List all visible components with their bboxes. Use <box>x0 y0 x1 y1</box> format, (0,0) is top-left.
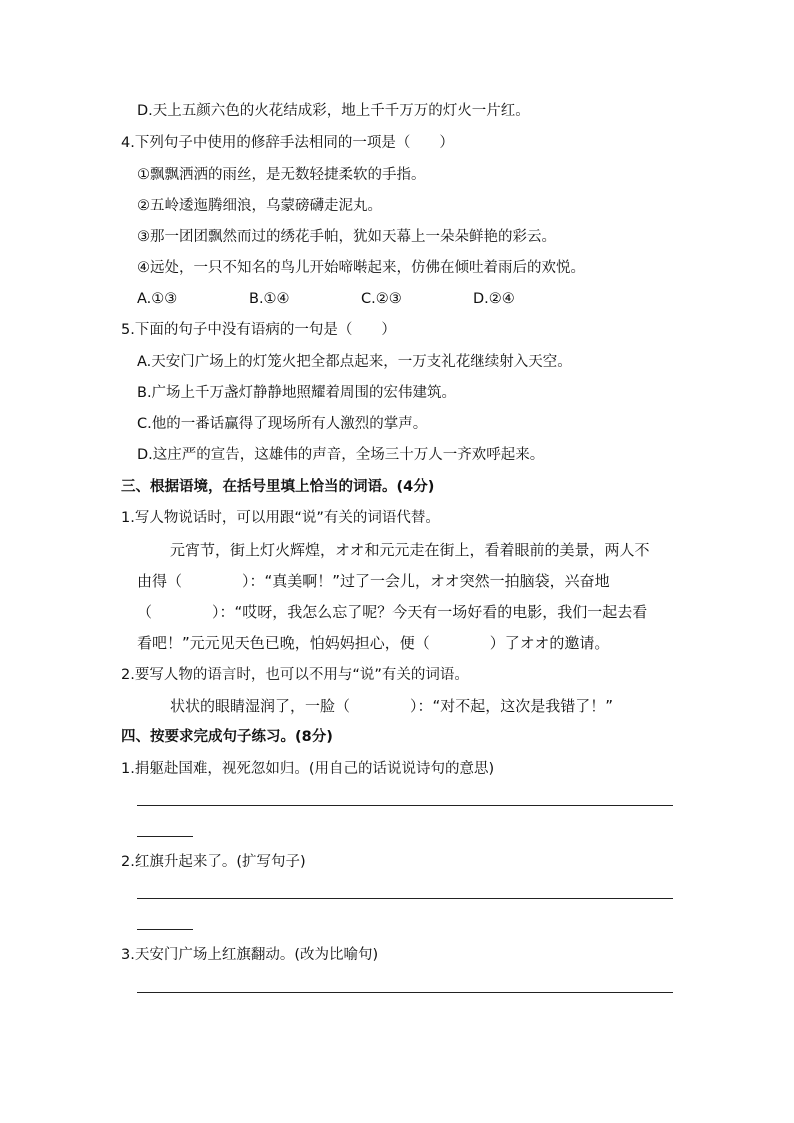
q4-sentence-3: ③那一团团飘然而过的绣花手帕，犹如天幕上一朵朵鲜艳的彩云。 <box>137 229 556 245</box>
q4-sentence-1: ①飘飘洒洒的雨丝，是无数轻捷柔软的手指。 <box>137 167 426 183</box>
q4-option-b: B.①④ <box>249 291 290 307</box>
q3-option-d: D.天上五颜六色的火花结成彩，地上千千万万的灯火一片红。 <box>137 103 530 119</box>
answer-line-continuation[interactable] <box>137 836 193 837</box>
section3-heading: 三、根据语境，在括号里填上恰当的词语。(4分) <box>121 479 435 495</box>
section3-item-2: 2.要写人物的语言时，也可以不用与“说”有关的词语。 <box>121 667 469 683</box>
q4-option-a: A.①③ <box>137 291 178 307</box>
q5-option-a: A.天安门广场上的灯笼火把全都点起来，一万支礼花继续射入天空。 <box>137 354 572 370</box>
section4-item-2: 2.红旗升起来了。(扩写句子) <box>121 854 306 870</box>
q4-stem: 4.下列句子中使用的修辞手法相同的一项是（ ） <box>121 135 454 151</box>
section3-para2: 状状的眼睛湿润了，一脸（ ）：“对不起，这次是我错了！” <box>170 697 614 715</box>
answer-line[interactable] <box>137 898 673 899</box>
q4-sentence-2: ②五岭逶迤腾细浪，乌蒙磅礴走泥丸。 <box>137 198 382 214</box>
answer-line-continuation[interactable] <box>137 929 193 930</box>
q4-option-d: D.②④ <box>473 291 515 307</box>
section4-heading: 四、按要求完成句子练习。(8分) <box>121 729 333 745</box>
q5-option-d: D.这庄严的宣告，这雄伟的声音，全场三十万人一齐欢呼起来。 <box>137 447 545 463</box>
section3-item-1: 1.写人物说话时，可以用跟“说”有关的词语代替。 <box>121 510 440 526</box>
section4-item-1: 1.捐躯赴国难，视死忽如归。(用自己的话说说诗句的意思) <box>121 761 495 777</box>
section3-para1-line-1: 元宵节，街上灯火辉煌，オオ和元元走在街上，看着眼前的美景，两人不 <box>170 541 650 559</box>
q5-option-b: B.广场上千万盏灯静静地照耀着周围的宏伟建筑。 <box>137 385 457 401</box>
section3-para1-line-4: 看吧！”元元见天色已晚，怕妈妈担心，便（ ）了オオ的邀请。 <box>137 634 610 652</box>
section3-para1-line-3: （ ）：“哎呀，我怎么忘了呢？今天有一场好看的电影，我们一起去看 <box>137 603 648 621</box>
q4-option-c: C.②③ <box>361 291 402 307</box>
q5-stem: 5.下面的句子中没有语病的一句是（ ） <box>121 322 396 338</box>
q4-sentence-4: ④远处，一只不知名的鸟儿开始啼啭起来，仿佛在倾吐着雨后的欢悦。 <box>137 260 585 276</box>
q5-option-c: C.他的一番话赢得了现场所有人激烈的掌声。 <box>137 416 428 432</box>
answer-line[interactable] <box>137 805 673 806</box>
section3-para1-line-2: 由得（ ）：“真美啊！”过了一会儿，オオ突然一拍脑袋，兴奋地 <box>137 572 610 590</box>
section4-item-3: 3.天安门广场上红旗翻动。(改为比喻句) <box>121 947 379 963</box>
answer-line[interactable] <box>137 992 673 993</box>
